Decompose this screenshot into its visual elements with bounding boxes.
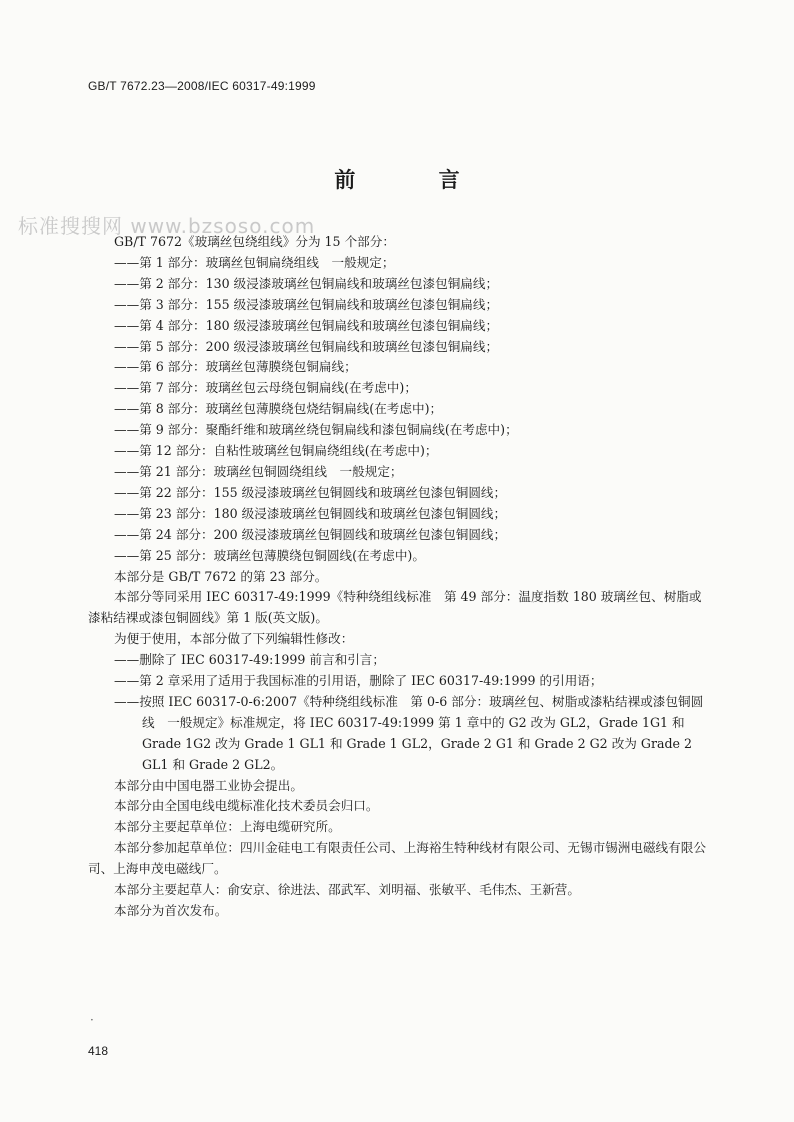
adoption-paragraph: 本部分等同采用 IEC 60317-49:1999《特种绕组线标准 第 49 部分：温度指数 180 玻璃丝包、树脂或漆粘结裸或漆包铜圆线》第 1 版(英文版)。	[88, 589, 702, 626]
foreword-body	[88, 232, 713, 922]
centralized-paragraph: 本部分由全国电线电缆标准化技术委员会归口。	[114, 798, 379, 814]
page-title: 前 言	[334, 167, 498, 192]
main-drafters-paragraph: 本部分主要起草人：俞安京、徐进法、邵武军、刘明福、张敏平、毛伟杰、王新营。	[114, 882, 580, 898]
list-item: ——第 24 部分：200 级浸漆玻璃丝包铜圆线和玻璃丝包漆包铜圆线；	[114, 526, 507, 542]
intro-paragraph: GB/T 7672《玻璃丝包绕组线》分为 15 个部分：	[114, 234, 395, 249]
list-item: ——第 8 部分：玻璃丝包薄膜绕包烧结铜扁线(在考虑中)；	[114, 401, 443, 417]
list-item: ——第 25 部分：玻璃丝包薄膜绕包铜圆线(在考虑中)。	[114, 547, 425, 563]
list-item: ——第 1 部分：玻璃丝包铜扁绕组线 一般规定；	[114, 254, 395, 270]
list-item: ——第 23 部分：180 级浸漆玻璃丝包铜圆线和玻璃丝包漆包铜圆线；	[114, 505, 507, 521]
parts-list	[88, 253, 713, 567]
list-item: ——第 4 部分：180 级浸漆玻璃丝包铜扁线和玻璃丝包漆包铜扁线；	[114, 317, 499, 333]
list-item: ——第 5 部分：200 级浸漆玻璃丝包铜扁线和玻璃丝包漆包铜扁线；	[114, 338, 499, 354]
list-item: ——删除了 IEC 60317-49:1999 前言和引言；	[114, 652, 385, 668]
list-item: ——第 21 部分：玻璃丝包铜圆绕组线 一般规定；	[114, 463, 403, 479]
list-item: ——第 12 部分：自粘性玻璃丝包铜扁绕组线(在考虑中)；	[114, 443, 438, 459]
watermark: 标准搜搜网 www.bzsoso.com	[18, 214, 316, 238]
page-number: 418	[88, 1044, 109, 1058]
list-item: ——第 2 部分：130 级浸漆玻璃丝包铜扁线和玻璃丝包漆包铜扁线；	[114, 275, 499, 291]
main-drafter-unit-paragraph: 本部分主要起草单位：上海电缆研究所。	[114, 819, 341, 835]
footer-mark: ·	[90, 1013, 94, 1027]
document-header: GB/T 7672.23—2008/IEC 60317-49:1999	[88, 79, 316, 93]
proposed-paragraph: 本部分由中国电器工业协会提出。	[114, 777, 303, 793]
list-item: ——第 7 部分：玻璃丝包云母绕包铜扁线(在考虑中)；	[114, 380, 417, 396]
first-release-paragraph: 本部分为首次发布。	[114, 903, 228, 918]
participating-units-paragraph: 本部分参加起草单位：四川金硅电工有限责任公司、上海裕生特种线材有限公司、无锡市锡洲电磁线有限公司、上海申茂电磁线厂。	[88, 840, 706, 877]
edits-list	[88, 650, 713, 775]
this-part-paragraph: 本部分是 GB/T 7672 的第 23 部分。	[114, 568, 328, 584]
list-item: ——第 6 部分：玻璃丝包薄膜绕包铜扁线；	[114, 359, 357, 375]
list-item: ——第 3 部分：155 级浸漆玻璃丝包铜扁线和玻璃丝包漆包铜扁线；	[114, 296, 499, 312]
list-item: ——按照 IEC 60317-0-6:2007《特种绕组线标准 第 0-6 部分：玻璃丝包、树脂或漆粘结裸或漆包铜圆线 一般规定》标准规定，将 IEC 60317-49:1999 第 1 章中的 G2 改为 GL2，Grade 1G1 和 Grade 1G2 改为 Grade 1 GL1 和 Grade 1 GL2，Grade 2 G1 和 Grade 2 G2 改为 Grade 2 GL1 和 Grade 2 GL2。	[114, 693, 704, 772]
edit-intro-paragraph: 为便于使用，本部分做了下列编辑性修改：	[114, 631, 354, 647]
list-item: ——第 2 章采用了适用于我国标准的引用语，删除了 IEC 60317-49:1999 的引用语；	[114, 673, 603, 689]
list-item: ——第 22 部分：155 级浸漆玻璃丝包铜圆线和玻璃丝包漆包铜圆线；	[114, 484, 507, 500]
list-item: ——第 9 部分：聚酯纤维和玻璃丝绕包铜扁线和漆包铜扁线(在考虑中)；	[114, 422, 518, 438]
